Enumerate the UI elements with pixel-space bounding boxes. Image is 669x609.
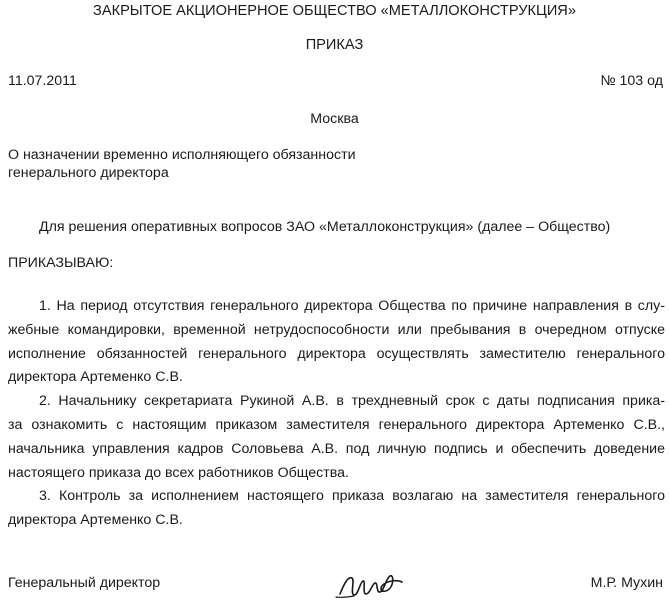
- order-item-1: [8, 295, 665, 390]
- signer-title: Генеральный директор: [8, 575, 161, 591]
- item-line: директора Артеменко С.В.: [8, 369, 183, 386]
- signature-icon: [332, 564, 408, 604]
- item-line: настоящего приказа до всех работников Общества.: [8, 464, 349, 481]
- order-item-3: [8, 485, 665, 533]
- subject-line: О назначении временно исполняющего обязанности: [8, 147, 356, 163]
- preamble: Для решения оперативных вопросов ЗАО «Металлоконструкция» (далее – Общество): [39, 219, 611, 235]
- item-line: директора Артеменко С.В.: [8, 512, 183, 529]
- order-date: 11.07.2011: [8, 73, 77, 89]
- item-line: за ознакомить с настоящим приказом заместителя генерального директора Артеменко С.В.,: [8, 416, 665, 433]
- item-line: 1. На период отсутствия генерального директора Общества по причине направления в слу-: [39, 298, 665, 314]
- order-items: [8, 295, 665, 533]
- item-line: жебные командировки, временной нетрудоспособности или пребывания в очередном отпуске: [8, 321, 665, 338]
- signer-name: М.Р. Мухин: [590, 575, 663, 591]
- subject-line: генерального директора: [8, 165, 169, 181]
- item-line: 3. Контроль за исполнением настоящего приказа возлагаю на заместителя генерального: [39, 488, 665, 505]
- order-subject: [8, 146, 356, 182]
- document-type: ПРИКАЗ: [305, 37, 364, 53]
- order-word: ПРИКАЗЫВАЮ:: [8, 255, 114, 271]
- item-line: начальника управления кадров Соловьева А.В. под личную подпись и обеспечить доведение: [8, 440, 665, 457]
- order-item-2: [8, 390, 665, 485]
- item-line: 2. Начальнику секретариата Рукиной А.В. в трехдневный срок с даты подписания прика-: [39, 393, 665, 410]
- city: Москва: [310, 111, 359, 127]
- order-number: № 103 од: [600, 73, 663, 89]
- company-name: ЗАКРЫТОЕ АКЦИОНЕРНОЕ ОБЩЕСТВО «МЕТАЛЛОКОНСТРУКЦИЯ»: [93, 3, 576, 19]
- item-line: исполнение обязанностей генерального директора осуществлять заместителю генерального: [8, 345, 665, 362]
